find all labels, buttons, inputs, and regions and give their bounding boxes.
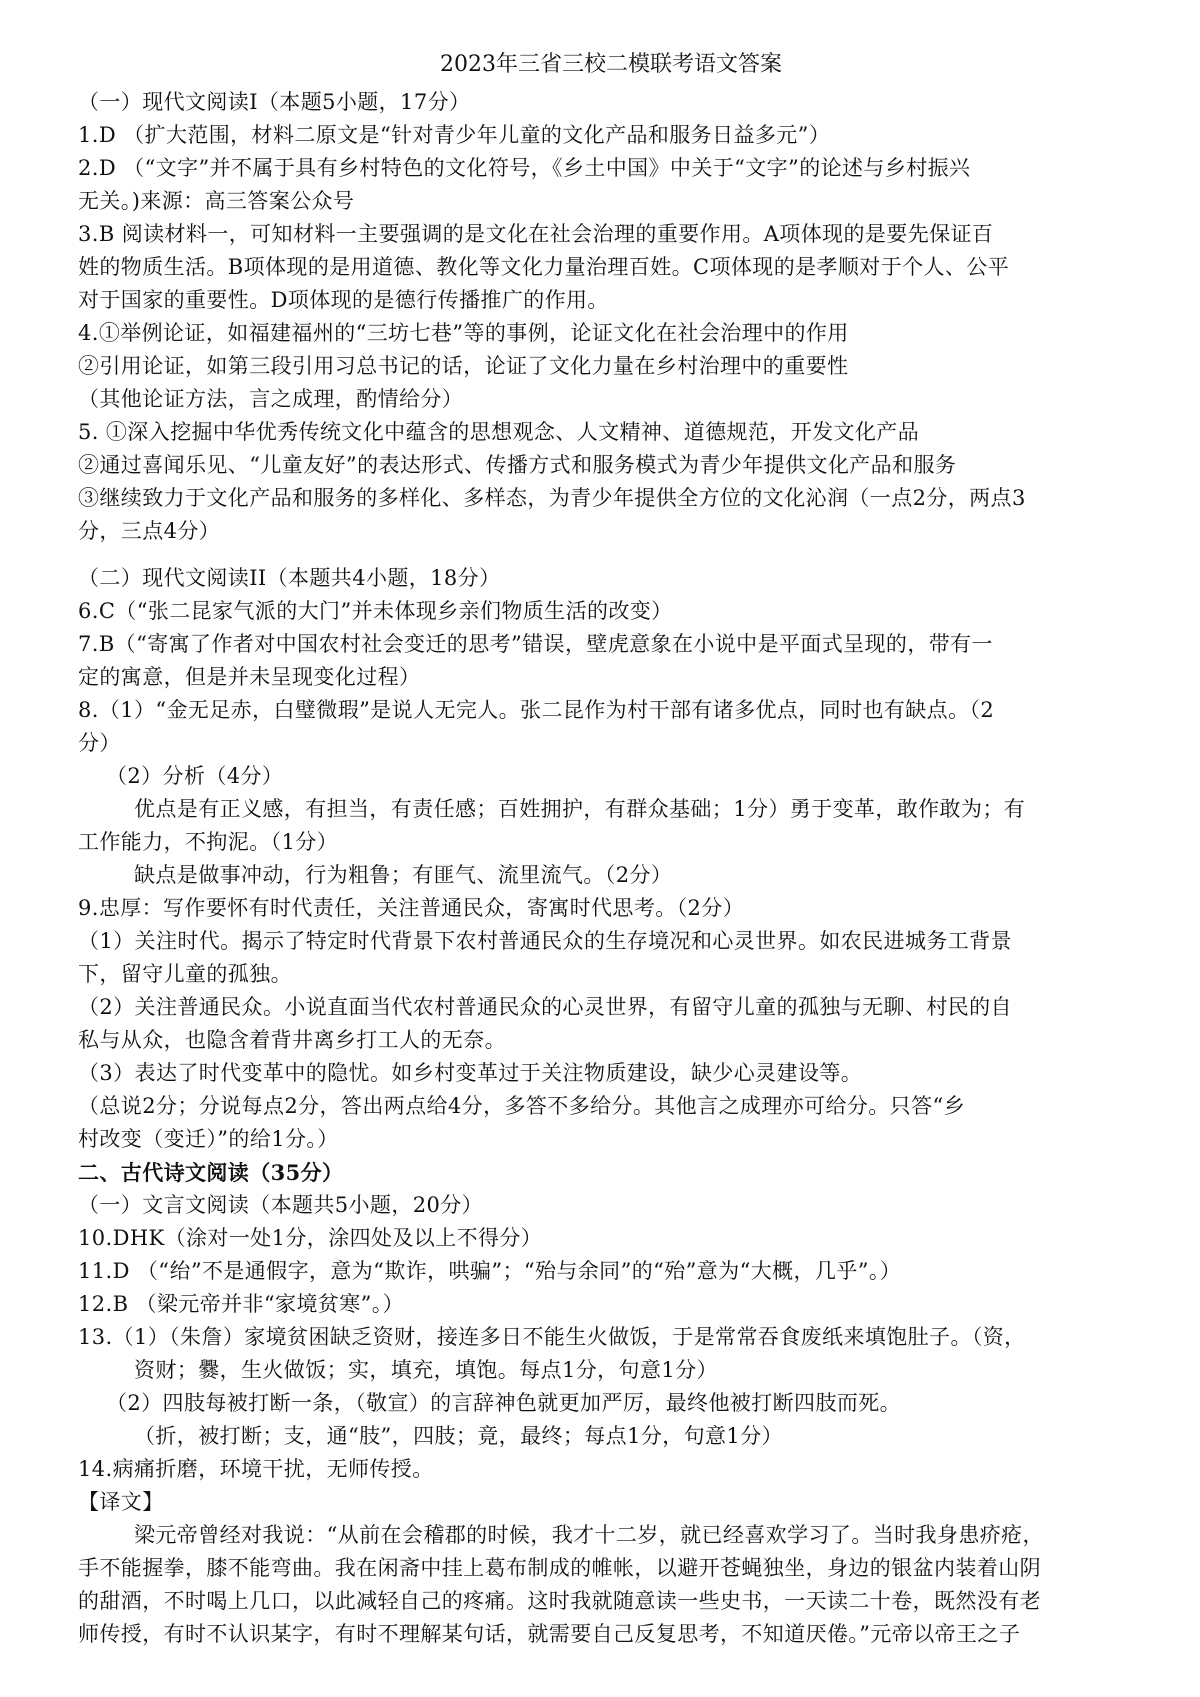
text-line: （一）现代文阅读Ⅰ（本题5小题，17分） <box>78 90 471 114</box>
text-line: 缺点是做事冲动，行为粗鲁；有匪气、流里流气。（2分） <box>134 863 673 887</box>
text-line: 2.D （“文字”并不属于具有乡村特色的文化符号，《乡土中国》中关于“文字”的论述与乡村振兴 <box>78 156 971 180</box>
text-line: 3.B 阅读材料一，可知材料一主要强调的是文化在社会治理的重要作用。A项体现的是要先保证百 <box>78 222 994 246</box>
text-line: 的甜酒，不时喝上几口，以此减轻自己的疼痛。这时我就随意读一些史书，一天读二十卷，既然没有老 <box>78 1589 1041 1613</box>
text-line: 工作能力，不拘泥。（1分） <box>78 830 339 854</box>
text-line: 手不能握拳，膝不能弯曲。我在闲斋中挂上葛布制成的帷帐，以避开苍蝇独坐，身边的银盆内装着山阴 <box>78 1556 1041 1580</box>
text-line: 7.B（“寄寓了作者对中国农村社会变迁的思考”错误，壁虎意象在小说中是平面式呈现的，带有一 <box>78 632 993 656</box>
text-line: 12.B （梁元帝并非“家境贫寒”。） <box>78 1292 405 1316</box>
text-line: 师传授，有时不认识某字，有时不理解某句话，就需要自己反复思考，不知道厌倦。”元帝以帝王之子 <box>78 1622 1021 1646</box>
text-line: 村改变（变迁）”的给1分。） <box>78 1127 339 1151</box>
text-line: 二、古代诗文阅读（35分） <box>78 1160 344 1185</box>
text-line: 优点是有正义感，有担当，有责任感；百姓拥护，有群众基础；1分）勇于变革，敢作敢为；有 <box>134 797 1026 821</box>
document-title: 2023年三省三校二模联考语文答案 <box>440 52 782 77</box>
text-line: 5. ①深入挖掘中华优秀传统文化中蕴含的思想观念、人文精神、道德规范，开发文化产品 <box>78 420 920 444</box>
document-body <box>78 86 1144 1651</box>
text-line: 4.①举例论证，如福建福州的“三坊七巷”等的事例，论证文化在社会治理中的作用 <box>78 321 849 345</box>
text-line: 【译文】 <box>78 1490 164 1514</box>
text-line: （2）分析（4分） <box>106 764 284 788</box>
text-line: 14.病痛折磨，环境干扰，无师传授。 <box>78 1457 434 1481</box>
text-line: 13.（1）（朱詹）家境贫困缺乏资财，接连多日不能生火做饭，于是常常吞食废纸来填饱肚子。（资， <box>78 1325 1026 1349</box>
text-line: 对于国家的重要性。D项体现的是德行传播推广的作用。 <box>78 288 609 312</box>
text-line: 11.D （“绐”不是通假字，意为“欺诈，哄骗”；“殆与余同”的“殆”意为“大概，几乎”。） <box>78 1259 902 1283</box>
text-line: （1）关注时代。揭示了特定时代背景下农村普通民众的生存境况和心灵世界。如农民进城务工背景 <box>78 929 1012 953</box>
section-spacer <box>78 548 1144 562</box>
text-line: （2）四肢每被打断一条，（敬宣）的言辞神色就更加严厉，最终他被打断四肢而死。 <box>106 1391 902 1415</box>
text-line: ②通过喜闻乐见、“儿童友好”的表达形式、传播方式和服务模式为青少年提供文化产品和服务 <box>78 453 957 477</box>
text-line: 8.（1）“金无足赤，白璧微瑕”是说人无完人。张二昆作为村干部有诸多优点，同时也有缺点。（2 <box>78 698 995 722</box>
text-line: 分） <box>78 731 121 755</box>
text-line: 6.C（“张二昆家气派的大门”并未体现乡亲们物质生活的改变） <box>78 599 673 623</box>
text-line: （二）现代文阅读II（本题共4小题，18分） <box>78 566 501 590</box>
text-line: 姓的物质生活。B项体现的是用道德、教化等文化力量治理百姓。C项体现的是孝顺对于个人、公平 <box>78 255 1010 279</box>
text-line: 下，留守儿童的孤独。 <box>78 962 292 986</box>
text-line: （其他论证方法，言之成理，酌情给分） <box>78 387 464 411</box>
text-line: 私与从众，也隐含着背井离乡打工人的无奈。 <box>78 1028 506 1052</box>
text-line: （3）表达了时代变革中的隐忧。如乡村变革过于关注物质建设，缺少心灵建设等。 <box>78 1061 863 1085</box>
text-line: （总说2分；分说每点2分，答出两点给4分，多答不多给分。其他言之成理亦可给分。只答“乡 <box>78 1094 966 1118</box>
text-line: 定的寓意，但是并未呈现变化过程） <box>78 665 421 689</box>
text-line: 9.忠厚：写作要怀有时代责任，关注普通民众，寄寓时代思考。（2分） <box>78 896 745 920</box>
text-line: 1.D （扩大范围，材料二原文是“针对青少年儿童的文化产品和服务日益多元”） <box>78 123 831 147</box>
text-line: 梁元帝曾经对我说：“从前在会稽郡的时候，我才十二岁，就已经喜欢学习了。当时我身患疥疮， <box>134 1523 1044 1547</box>
text-line: 资财；爨，生火做饭；实，填充，填饱。每点1分，句意1分） <box>134 1358 718 1382</box>
text-line: ③继续致力于文化产品和服务的多样化、多样态，为青少年提供全方位的文化沁润（一点2分，两点3 <box>78 486 1026 510</box>
text-line: 无关。)来源：高三答案公众号 <box>78 189 355 213</box>
text-line: ②引用论证，如第三段引用习总书记的话，论证了文化力量在乡村治理中的重要性 <box>78 354 849 378</box>
text-line: 10.DHK（涂对一处1分，涂四处及以上不得分） <box>78 1226 543 1250</box>
text-line: 分，三点4分） <box>78 519 221 543</box>
text-line: （一）文言文阅读（本题共5小题，20分） <box>78 1193 484 1217</box>
text-line: （折，被打断；支，通“肢”，四肢；竟，最终；每点1分，句意1分） <box>134 1424 783 1448</box>
text-line: （2）关注普通民众。小说直面当代农村普通民众的心灵世界，有留守儿童的孤独与无聊、村民的自 <box>78 995 1012 1019</box>
